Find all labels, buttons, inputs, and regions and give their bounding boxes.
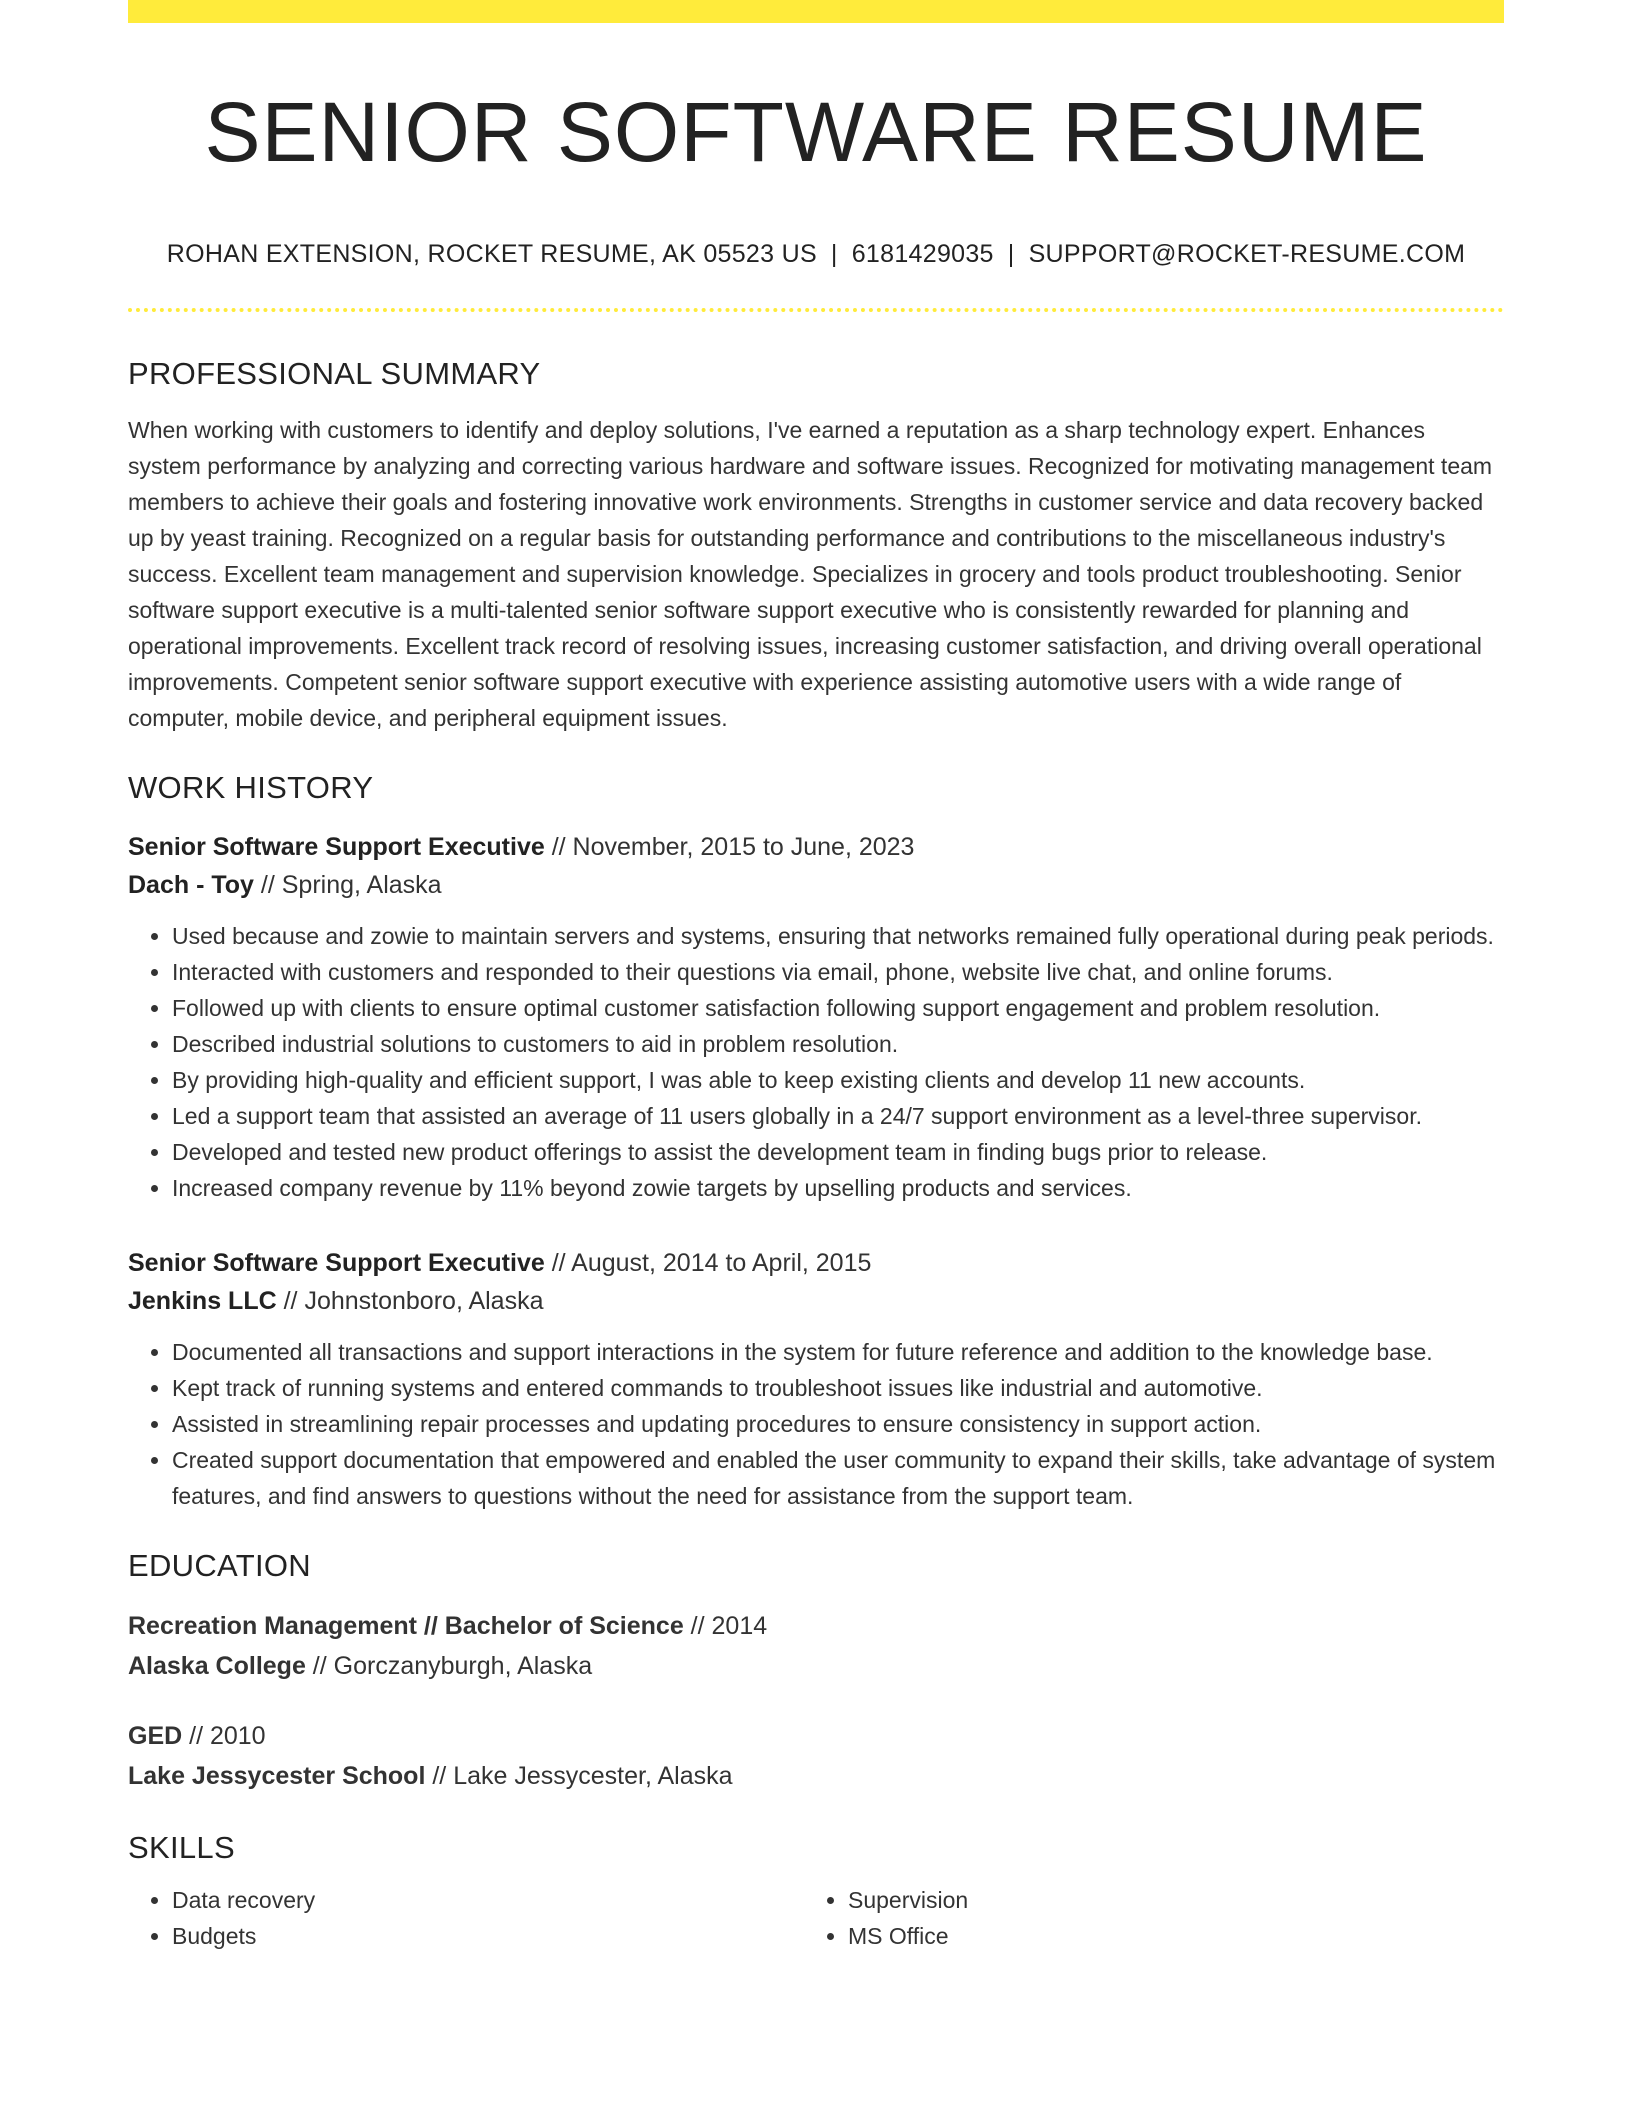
list-item: • Documented all transactions and support interactions in the system for future reference and addition to the knowledge base.: [172, 1334, 1504, 1370]
job-entry: [128, 1244, 1504, 1514]
education-entry: [128, 1716, 1504, 1796]
resume-title: SENIOR SOFTWARE RESUME: [204, 85, 1428, 179]
job-company-line: [128, 866, 1504, 904]
education-degree: Recreation Management // Bachelor of Science: [128, 1612, 684, 1640]
skills-right-column: [804, 1882, 1488, 1954]
list-item: • Assisted in streamlining repair processes and updating procedures to ensure consistency in support action.: [172, 1406, 1504, 1442]
summary-text: When working with customers to identify and deploy solutions, I've earned a reputation as a sharp technology expert. Enhances system performance by analyzing and correcting various hardware and software issues. Recognized for motivating management team members to achieve their goals and fostering innovative work environments. Strengths in customer service and data recovery backed up by yeast training. Recognized on a regular basis for outstanding performance and contributions to the miscellaneous industry's success. Excellent team management and supervision knowledge. Specializes in grocery and tools product troubleshooting. Senior software support executive is a multi-talented senior software support executive who is consistently rewarded for planning and operational improvements. Excellent track record of resolving issues, increasing customer satisfaction, and driving overall operational improvements. Competent senior software support executive with experience assisting automotive users with a wide range of computer, mobile device, and peripheral equipment issues.: [128, 417, 1493, 731]
resume-body: [128, 352, 1504, 1954]
skills-left-column: [128, 1882, 804, 1954]
skills-heading: SKILLS: [128, 1830, 235, 1865]
education-year: // 2010: [182, 1722, 266, 1750]
work-history-heading: WORK HISTORY: [128, 770, 374, 805]
job-title: Senior Software Support Executive: [128, 833, 545, 861]
education-year: // 2014: [683, 1612, 768, 1640]
job-bullets: [128, 1334, 1504, 1514]
job-dates: // November, 2015 to June, 2023: [544, 833, 915, 861]
list-item: • Supervision: [848, 1882, 1488, 1918]
accent-top-bar: [128, 0, 1504, 23]
job-location: // Spring, Alaska: [253, 871, 442, 899]
education-degree-line: [128, 1716, 1504, 1756]
list-item: • Led a support team that assisted an average of 11 users globally in a 24/7 support environment as a level-three supervisor.: [172, 1098, 1504, 1134]
list-item: • Followed up with clients to ensure optimal customer satisfaction following support engagement and problem resolution.: [172, 990, 1504, 1026]
education-school-line: [128, 1756, 1504, 1796]
education-degree: GED: [128, 1722, 183, 1750]
contact-phone: 6181429035: [851, 240, 994, 268]
list-item: • Increased company revenue by 11% beyond zowie targets by upselling products and services.: [172, 1170, 1504, 1206]
contact-line: [128, 236, 1504, 272]
job-title: Senior Software Support Executive: [128, 1249, 545, 1277]
list-item: • Budgets: [172, 1918, 804, 1954]
education-heading: EDUCATION: [128, 1548, 311, 1583]
list-item: • By providing high-quality and efficient support, I was able to keep existing clients and develop 11 new accounts.: [172, 1062, 1504, 1098]
contact-separator: |: [1007, 240, 1015, 268]
job-entry: [128, 828, 1504, 1206]
list-item: • Developed and tested new product offerings to assist the development team in finding bugs prior to release.: [172, 1134, 1504, 1170]
skills-columns: [128, 1882, 1504, 1954]
dotted-divider: [128, 308, 1504, 312]
list-item: • Data recovery: [172, 1882, 804, 1918]
education-degree-line: [128, 1606, 1504, 1646]
list-item: • Created support documentation that empowered and enabled the user community to expand their skills, take advantage of system features, and find answers to questions without the need for assistance from the support team.: [172, 1442, 1504, 1514]
job-title-line: [128, 1244, 1504, 1282]
summary-heading: PROFESSIONAL SUMMARY: [128, 356, 541, 391]
list-item: • Kept track of running systems and entered commands to troubleshoot issues like industrial and automotive.: [172, 1370, 1504, 1406]
education-school-line: [128, 1646, 1504, 1686]
education-location: // Gorczanyburgh, Alaska: [305, 1652, 593, 1680]
job-company-line: [128, 1282, 1504, 1320]
job-title-line: [128, 828, 1504, 866]
list-item: • MS Office: [848, 1918, 1488, 1954]
education-school: Alaska College: [128, 1652, 306, 1680]
job-dates: // August, 2014 to April, 2015: [544, 1249, 872, 1277]
job-company: Jenkins LLC: [128, 1287, 277, 1315]
list-item: • Described industrial solutions to customers to aid in problem resolution.: [172, 1026, 1504, 1062]
contact-address: ROHAN EXTENSION, ROCKET RESUME, AK 05523 US: [166, 240, 817, 268]
job-location: // Johnstonboro, Alaska: [276, 1287, 544, 1315]
education-location: // Lake Jessycester, Alaska: [425, 1762, 733, 1790]
education-entry: [128, 1606, 1504, 1686]
contact-separator: |: [830, 240, 838, 268]
list-item: • Used because and zowie to maintain servers and systems, ensuring that networks remained fully operational during peak periods.: [172, 918, 1504, 954]
education-school: Lake Jessycester School: [128, 1762, 426, 1790]
job-bullets: [128, 918, 1504, 1206]
list-item: • Interacted with customers and responded to their questions via email, phone, website live chat, and online forums.: [172, 954, 1504, 990]
contact-email: SUPPORT@ROCKET-RESUME.COM: [1028, 240, 1466, 268]
job-company: Dach - Toy: [128, 871, 254, 899]
